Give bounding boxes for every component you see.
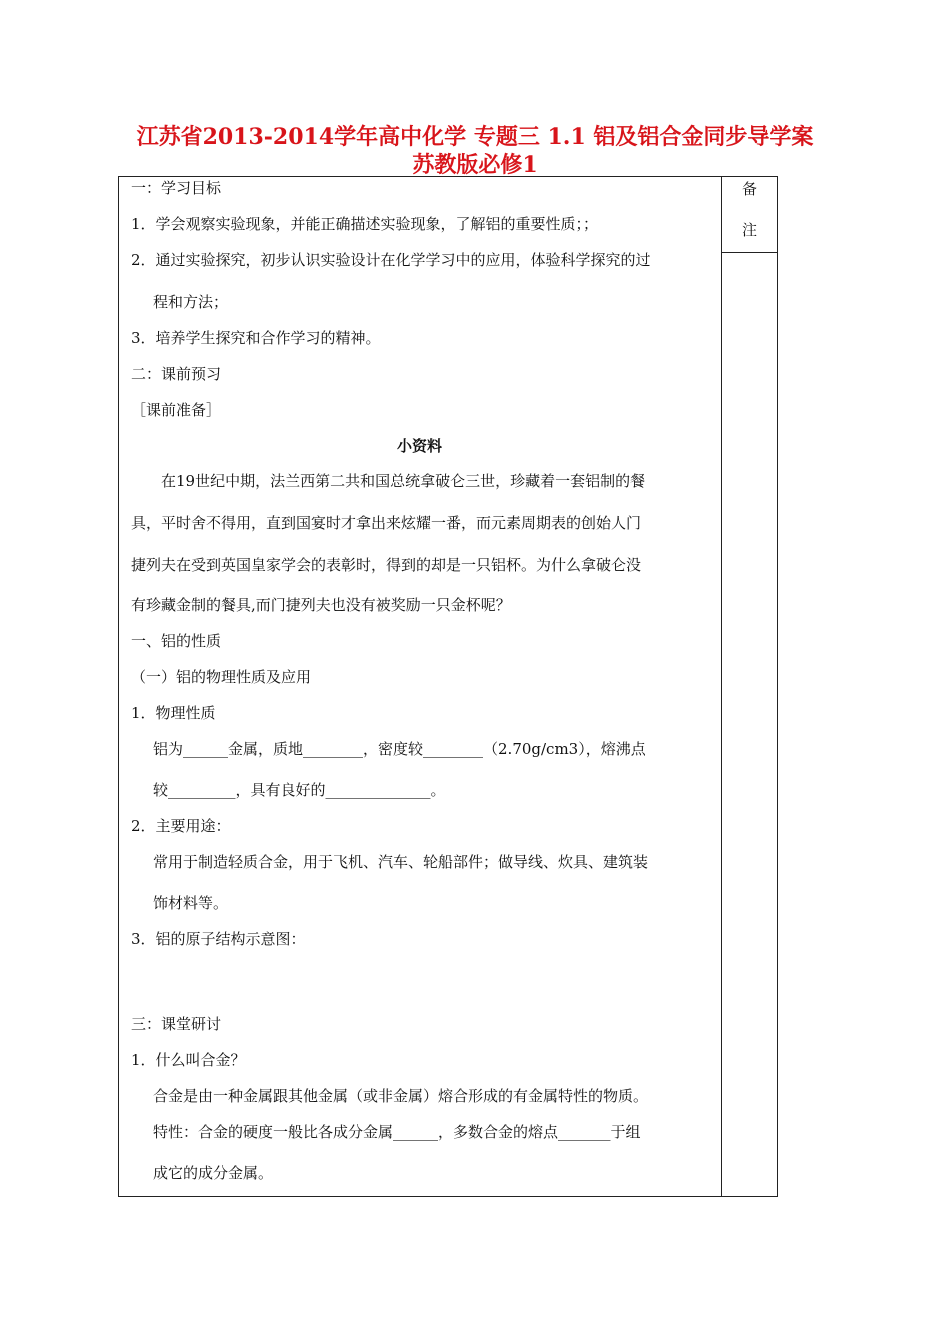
subheading-preparation: ［课前准备］ — [131, 401, 222, 419]
reading-paragraph-line-2: 具，平时舍不得用，直到国宴时才拿出来炫耀一番，而元素周期表的创始人门 — [131, 514, 642, 532]
question-what-is-alloy: 1．什么叫合金？ — [131, 1051, 246, 1069]
item-main-uses: 2．主要用途： — [131, 817, 231, 835]
section-heading-learning-goals: 一：学习目标 — [131, 179, 222, 197]
goal-item-3: 3．培养学生探究和合作学习的精神。 — [131, 329, 381, 347]
fill-in-blank-line-2: 较_________，具有良好的______________。 — [153, 781, 446, 799]
alloy-definition: 合金是由一种金属跟其他金属（或非金属）熔合形成的有金属特性的物质。 — [153, 1087, 649, 1105]
notes-header-char-2: 注 — [741, 221, 757, 239]
document-title-line-1: 江苏省2013-2014学年高中化学 专题三 1.1 铝及铝合金同步导学案 — [136, 124, 814, 150]
alloy-properties-line-2: 成它的成分金属。 — [153, 1164, 274, 1182]
document-title-line-2: 苏教版必修1 — [412, 152, 538, 178]
uses-text-line-1: 常用于制造轻质合金，用于飞机、汽车、轮船部件；做导线、炊具、建筑装 — [153, 853, 649, 871]
reading-title: 小资料 — [396, 437, 442, 455]
reading-paragraph-line-4: 有珍藏金制的餐具,而门捷列夫也没有被奖励一只金杯呢？ — [131, 596, 511, 614]
notes-column-divider — [721, 176, 722, 1196]
reading-paragraph-line-3: 捷列夫在受到英国皇家学会的表彰时，得到的却是一只铝杯。为什么拿破仑没 — [131, 556, 642, 574]
fill-in-blank-line-1: 铝为______金属，质地________，密度较________（2.70g/cm3），熔沸点 — [153, 740, 646, 758]
section-heading-preview: 二：课前预习 — [131, 365, 222, 383]
goal-item-2: 2．通过实验探究，初步认识实验设计在化学学习中的应用，体验科学探究的过 — [131, 251, 651, 269]
section-heading-class-discussion: 三：课堂研讨 — [131, 1015, 222, 1033]
goal-item-1: 1．学会观察实验现象，并能正确描述实验现象，了解铝的重要性质；； — [131, 215, 599, 233]
notes-header-char-1: 备 — [741, 180, 757, 198]
section-heading-aluminum-properties: 一、铝的性质 — [131, 632, 222, 650]
uses-text-line-2: 饰材料等。 — [153, 894, 229, 912]
alloy-properties-line-1: 特性：合金的硬度一般比各成分金属______，多数合金的熔点_______于组 — [153, 1123, 641, 1141]
notes-header-divider — [722, 252, 777, 253]
reading-paragraph-line-1: 在19世纪中期，法兰西第二共和国总统拿破仑三世，珍藏着一套铝制的餐 — [161, 472, 646, 490]
item-atomic-structure: 3．铝的原子结构示意图： — [131, 930, 306, 948]
goal-item-2-continued: 程和方法； — [153, 293, 229, 311]
subheading-physical-properties: （一）铝的物理性质及应用 — [131, 668, 312, 686]
item-physical-properties: 1．物理性质 — [131, 704, 216, 722]
